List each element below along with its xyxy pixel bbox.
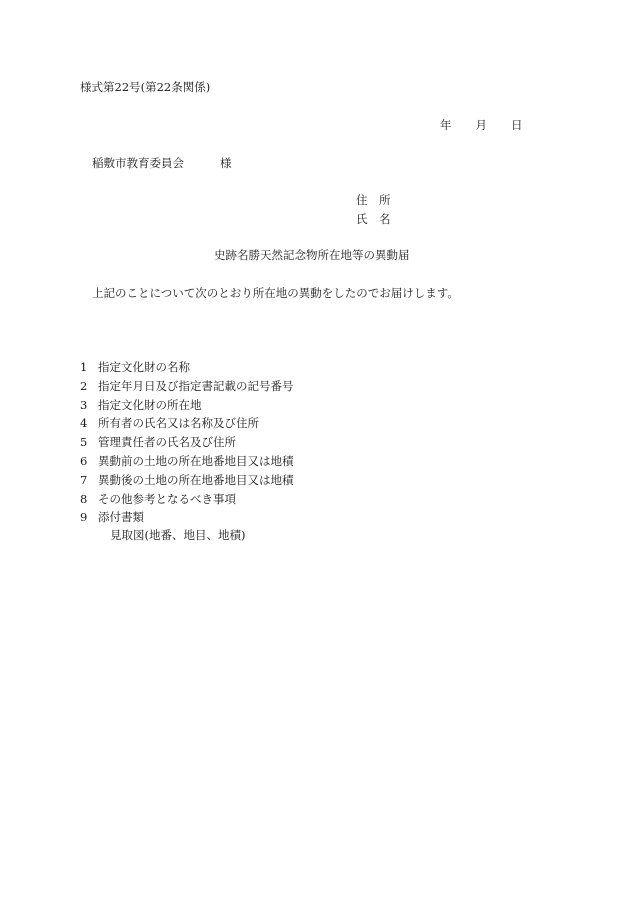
list-item	[80, 435, 294, 454]
list-item	[80, 398, 294, 417]
item-text: 添付書類	[98, 510, 144, 525]
list-item	[80, 416, 294, 435]
addressee-honorific: 様	[220, 156, 232, 170]
item-number: 9	[80, 510, 88, 525]
date-day: 日	[511, 118, 523, 132]
item-text: 異動前の土地の所在地番地目又は地積	[98, 453, 294, 468]
attachment-detail: 見取図(地番、地目、地積)	[110, 528, 246, 542]
item-list	[80, 360, 294, 529]
item-text: 指定文化財の所在地	[98, 397, 202, 412]
item-text: 異動後の土地の所在地番地目又は地積	[98, 472, 294, 487]
item-text: 指定文化財の名称	[98, 360, 190, 374]
list-item	[80, 379, 294, 398]
addressee	[92, 156, 232, 170]
item-number: 2	[80, 378, 88, 393]
date-line	[440, 118, 523, 132]
addressee-name: 稲敷市教育委員会	[92, 156, 184, 170]
item-text: 指定年月日及び指定書記載の記号番号	[98, 378, 294, 393]
item-number: 6	[80, 453, 88, 468]
list-item	[80, 473, 294, 492]
item-text: 所有者の氏名又は名称及び住所	[98, 416, 259, 431]
applicant-address-label: 住 所	[356, 193, 391, 207]
item-number: 7	[80, 472, 88, 487]
document-title: 史跡名勝天然記念物所在地等の異動届	[214, 248, 410, 262]
item-number: 5	[80, 435, 88, 450]
date-year: 年	[440, 118, 452, 132]
item-number: 1	[80, 360, 88, 374]
list-item	[80, 454, 294, 473]
item-number: 3	[80, 397, 88, 412]
list-item	[80, 360, 294, 379]
body-text: 上記のことについて次のとおり所在地の異動をしたのでお届けします。	[92, 286, 459, 300]
item-number: 8	[80, 491, 88, 506]
list-item	[80, 492, 294, 511]
form-number: 様式第22号(第22条関係)	[80, 80, 211, 94]
date-month: 月	[475, 118, 487, 132]
item-number: 4	[80, 416, 88, 431]
list-item	[80, 510, 294, 529]
item-text: 管理責任者の氏名及び住所	[98, 435, 236, 450]
applicant-name-label: 氏 名	[356, 212, 391, 226]
item-text: その他参考となるべき事項	[98, 491, 236, 506]
